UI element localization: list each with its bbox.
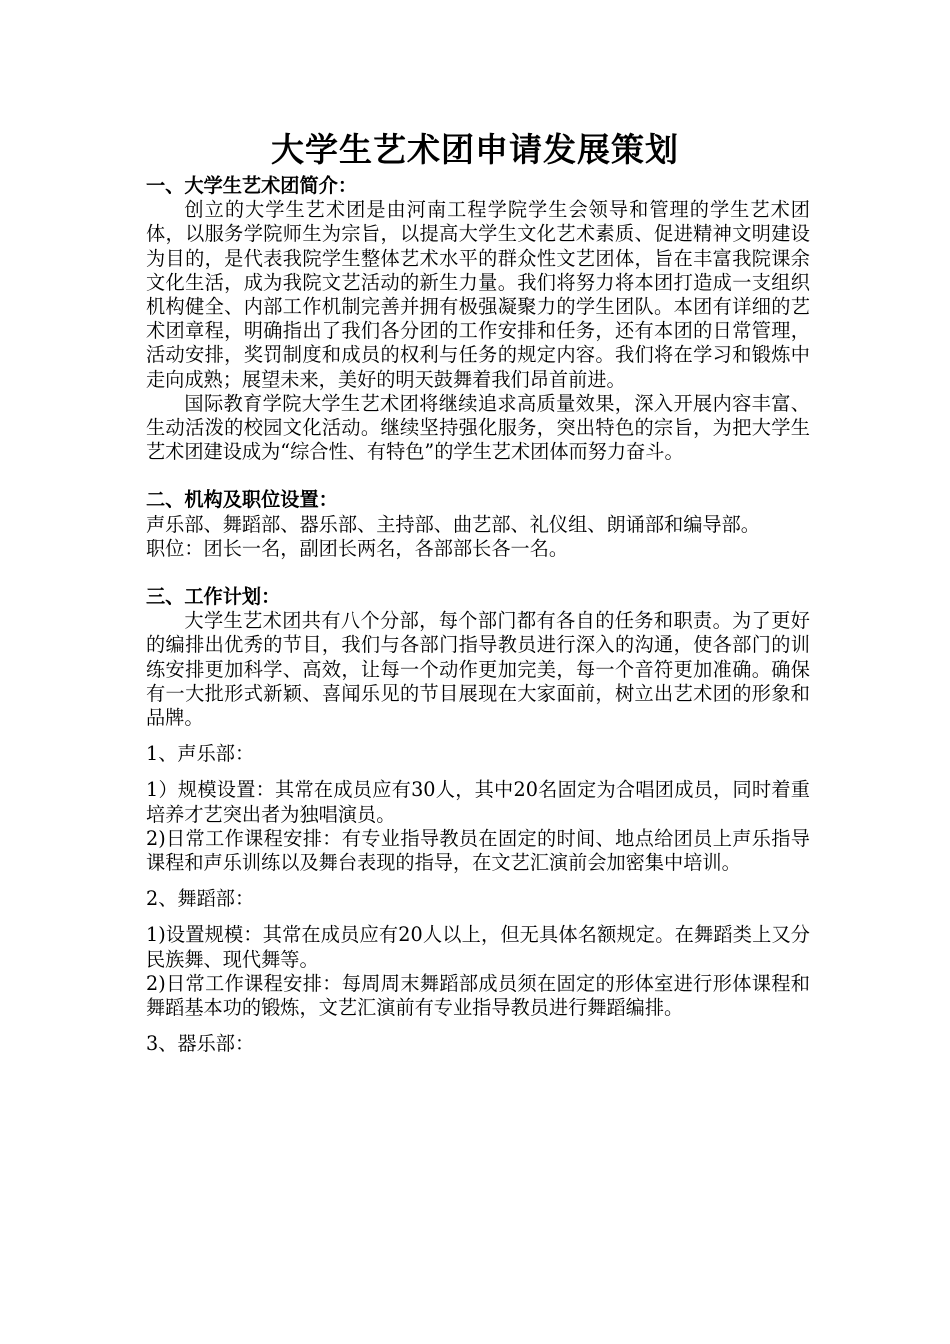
spacer bbox=[146, 766, 810, 778]
spacer bbox=[146, 875, 810, 887]
section-1-paragraph-1: 创立的大学生艺术团是由河南工程学院学生会领导和管理的学生艺术团体，以服务学院师生为宗旨，以提高大学生文化艺术素质、促进精神文明建设为目的，是代表我院学生整体艺术水平的群众性文艺团体，旨在丰富我院课余文化生活，成为我院文艺活动的新生力量。我们将努力将本团打造成一支组织机构健全、内部工作机制完善并拥有极强凝聚力的学生团队。本团有详细的艺术团章程，明确指出了我们各分团的工作安排和任务，还有本团的日常管理，活动安排，奖罚制度和成员的权利与任务的规定内容。我们将在学习和锻炼中走向成熟；展望未来，美好的明天鼓舞着我们昂首前进。 bbox=[146, 198, 810, 391]
section-1-paragraph-2: 国际教育学院大学生艺术团将继续追求高质量效果，深入开展内容丰富、生动活泼的校园文化活动。继续坚持强化服务，突出特色的宗旨，为把大学生艺术团建设成为“综合性、有特色”的学生艺术团体而努力奋斗。 bbox=[146, 391, 810, 464]
document-body bbox=[146, 174, 810, 1057]
spacer bbox=[146, 911, 810, 923]
dance-item-1: 1)设置规模：其常在成员应有20人以上，但无具体名额规定。在舞蹈类上又分民族舞、现代舞等。 bbox=[146, 923, 810, 971]
vocal-department-label: 1、声乐部： bbox=[146, 742, 255, 766]
section-2-heading: 二、机构及职位设置： bbox=[146, 488, 338, 512]
dance-item-2: 2)日常工作课程安排：每周周末舞蹈部成员须在固定的形体室进行形体课程和舞蹈基本功的锻炼，文艺汇演前有专业指导教员进行舞蹈编排。 bbox=[146, 971, 810, 1020]
spacer bbox=[146, 464, 810, 488]
section-3-heading: 三、工作计划： bbox=[146, 585, 281, 609]
spacer bbox=[146, 730, 810, 742]
positions-text: 职位：团长一名，副团长两名，各部部长各一名。 bbox=[146, 536, 569, 560]
instrumental-department-label: 3、器乐部： bbox=[146, 1032, 255, 1056]
section-1-heading: 一、大学生艺术团简介： bbox=[146, 174, 358, 197]
spacer bbox=[146, 1020, 810, 1032]
departments-list: 声乐部、舞蹈部、器乐部、主持部、曲艺部、礼仪组、朗诵部和编导部。 bbox=[146, 512, 760, 536]
vocal-item-1: 1）规模设置：其常在成员应有30人，其中20名固定为合唱团成员，同时着重培养才艺突出者为独唱演员。 bbox=[146, 778, 810, 826]
document-title: 大学生艺术团申请发展策划 bbox=[271, 130, 679, 169]
spacer bbox=[146, 561, 810, 585]
section-3-intro: 大学生艺术团共有八个分部，每个部门都有各自的任务和职责。为了更好的编排出优秀的节目，我们与各部门指导教员进行深入的沟通，使各部门的训练安排更加科学、高效，让每一个动作更加完美，每一个音符更加准确。确保有一大批形式新颖、喜闻乐见的节目展现在大家面前，树立出艺术团的形象和品牌。 bbox=[146, 609, 810, 730]
dance-department-label: 2、舞蹈部： bbox=[146, 887, 255, 911]
vocal-item-2: 2)日常工作课程安排：有专业指导教员在固定的时间、地点给团员上声乐指导课程和声乐训练以及舞台表现的指导，在文艺汇演前会加密集中培训。 bbox=[146, 826, 810, 875]
